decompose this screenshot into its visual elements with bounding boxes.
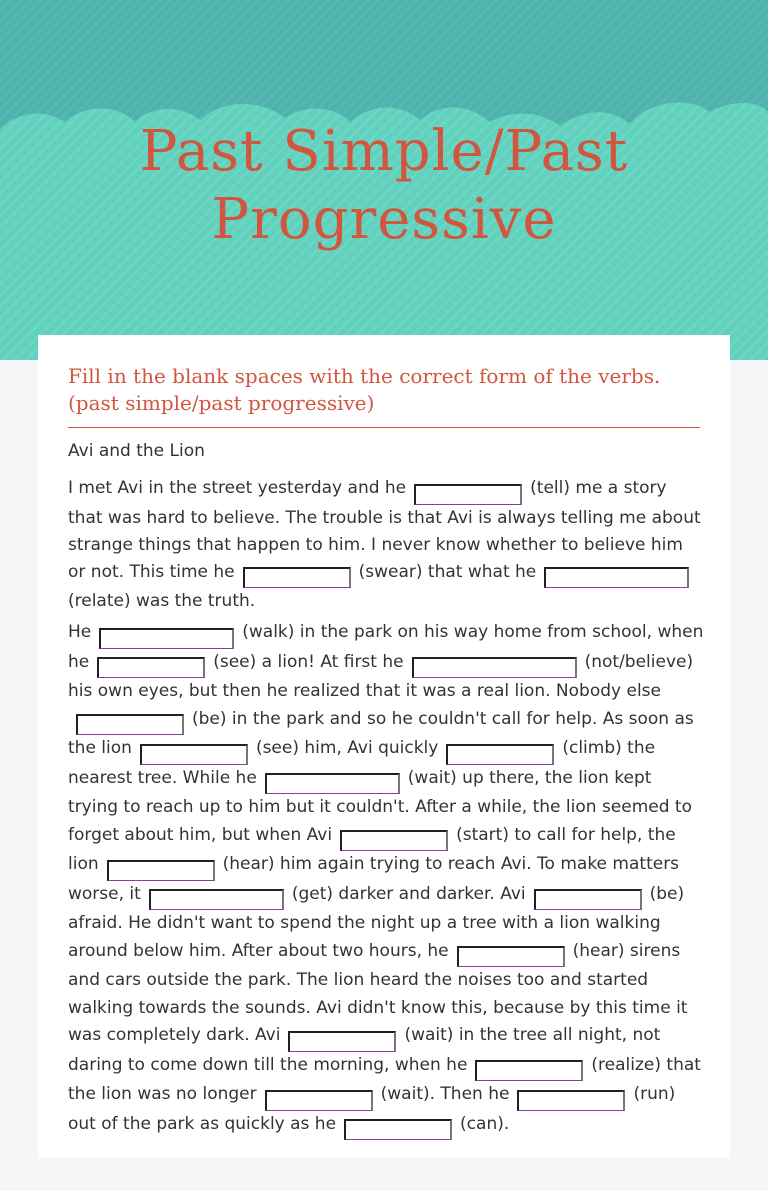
blank-see-2[interactable]	[140, 744, 248, 765]
blank-see[interactable]	[97, 657, 205, 678]
paragraph-1	[68, 475, 704, 615]
blank-be-2[interactable]	[534, 889, 642, 910]
worksheet-card	[38, 335, 730, 1158]
blank-wait[interactable]	[265, 773, 400, 794]
divider	[68, 427, 700, 428]
text-segment: (walk) in the park on his way home from school, when he	[68, 622, 704, 672]
blank-not-believe[interactable]	[412, 657, 577, 678]
text-segment: I met Avi in the street yesterday and he	[68, 478, 407, 498]
text-segment: (wait) in the tree all night, not daring to come down till the morning, when he	[68, 1025, 661, 1075]
text-segment: (relate) was the truth.	[68, 591, 256, 611]
blank-start[interactable]	[340, 830, 448, 851]
text-segment: (can).	[460, 1113, 510, 1134]
header-banner	[0, 0, 768, 360]
blank-realize[interactable]	[475, 1060, 583, 1081]
blank-wait-2[interactable]	[288, 1031, 396, 1052]
text-segment: (hear) sirens and cars outside the park. The lion heard the noises too and started walking towards the sounds. Avi didn't know this, because by this time it was completely dark. Avi	[68, 940, 688, 1046]
text-segment: (realize) that the lion was no longer	[68, 1054, 701, 1105]
text-segment: (tell) me a story that was hard to believe. The trouble is that Avi is always telling me about strange things that happen to him. I never know whether to believe him or not. This time he	[68, 478, 701, 582]
text-segment: (be) afraid. He didn't want to spend the night up a tree with a lion walking around below him. After about two hours, he	[68, 883, 685, 961]
text-segment: (start) to call for help, the lion	[68, 824, 676, 875]
blank-walk[interactable]	[99, 628, 234, 649]
blank-can[interactable]	[344, 1119, 452, 1140]
text-segment: (see) a lion! At first he	[213, 651, 404, 672]
blank-hear-2[interactable]	[457, 946, 565, 967]
paragraph-2	[68, 619, 704, 1140]
blank-hear[interactable]	[107, 860, 215, 881]
text-segment: (get) darker and darker. Avi	[291, 883, 526, 904]
text-segment: (wait). Then he	[380, 1084, 510, 1105]
blank-swear[interactable]	[243, 567, 351, 588]
text-segment: (climb) the nearest tree. While he	[68, 738, 656, 788]
blank-climb[interactable]	[446, 744, 554, 765]
text-segment: (hear) him again trying to reach Avi. To make matters worse, it	[68, 854, 680, 904]
text-segment: (run) out of the park as quickly as he	[68, 1084, 676, 1134]
blank-relate[interactable]	[544, 567, 689, 588]
text-segment: (swear) that what he	[358, 561, 537, 582]
blank-get[interactable]	[149, 889, 284, 910]
text-segment: (wait) up there, the lion kept trying to reach up to him but it couldn't. After a while, the lion seemed to forget about him, but when Avi	[68, 767, 693, 845]
blank-be[interactable]	[76, 714, 184, 735]
text-segment: He	[68, 622, 92, 642]
text-segment: (not/believe) his own eyes, but then he realized that it was a real lion. Nobody else	[68, 651, 694, 701]
blank-tell[interactable]	[414, 484, 522, 505]
blank-run[interactable]	[517, 1090, 625, 1111]
blank-wait-3[interactable]	[265, 1090, 373, 1111]
instructions: Fill in the blank spaces with the correct form of the verbs. (past simple/past progressive)	[68, 364, 661, 415]
text-segment: (be) in the park and so he couldn't call for help. As soon as the lion	[68, 708, 694, 759]
story-title: Avi and the Lion	[68, 441, 205, 461]
page-title: Past Simple/Past Progressive	[139, 119, 629, 252]
text-segment: (see) him, Avi quickly	[255, 738, 439, 759]
